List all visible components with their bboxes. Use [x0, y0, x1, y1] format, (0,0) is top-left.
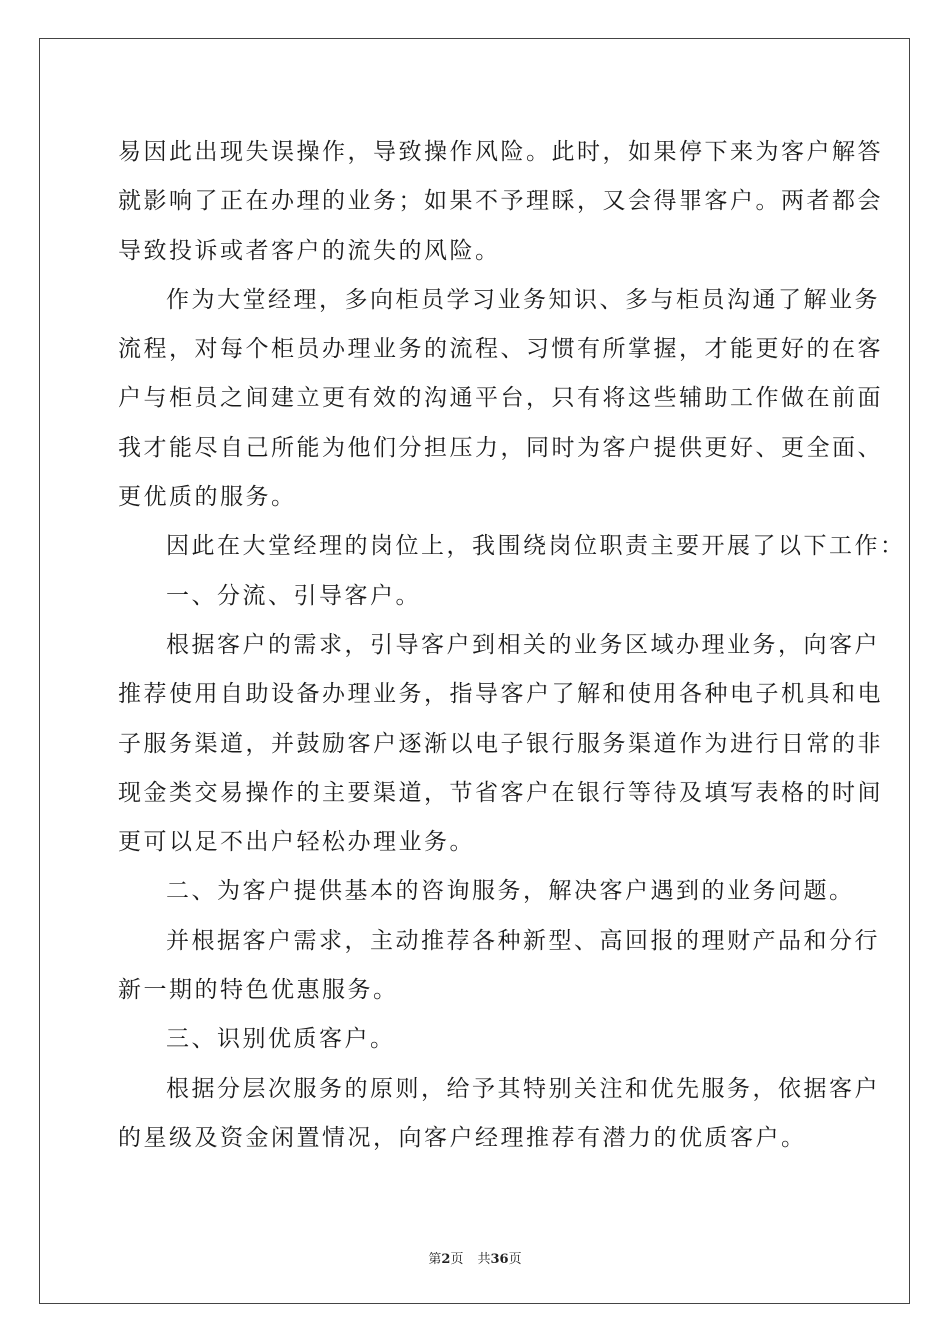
- text-line: 推荐使用自助设备办理业务，指导客户了解和使用各种电子机具和电: [118, 681, 883, 708]
- text-line: 更优质的服务。: [118, 484, 297, 511]
- text-line: 更可以足不出户轻松办理业务。: [118, 829, 475, 856]
- total-suffix: 页: [508, 1252, 522, 1267]
- page-footer: [0, 1248, 950, 1267]
- paragraph-first-line: 根据客户的需求，引导客户到相关的业务区域办理业务，向客户: [166, 631, 880, 658]
- paragraph-first-line: 根据分层次服务的原则，给予其特别关注和优先服务，依据客户: [166, 1075, 880, 1102]
- text-line: 导致投诉或者客户的流失的风险。: [118, 237, 501, 264]
- text-line: 户与柜员之间建立更有效的沟通平台，只有将这些辅助工作做在前面: [118, 385, 883, 412]
- page-suffix: 页: [450, 1252, 464, 1267]
- total-prefix: 共: [477, 1252, 491, 1267]
- text-line: 我才能尽自己所能为他们分担压力，同时为客户提供更好、更全面、: [118, 434, 883, 461]
- section-heading: 二、为客户提供基本的咨询服务，解决客户遇到的业务问题。: [166, 878, 855, 905]
- paragraph-first-line: 并根据客户需求，主动推荐各种新型、高回报的理财产品和分行: [166, 927, 880, 954]
- paragraph-first-line: 作为大堂经理，多向柜员学习业务知识、多与柜员沟通了解业务: [166, 286, 880, 313]
- text-line: 流程，对每个柜员办理业务的流程、习惯有所掌握，才能更好的在客: [118, 336, 883, 363]
- total-pages: 36: [490, 1252, 509, 1267]
- paragraph-first-line: 因此在大堂经理的岗位上，我围绕岗位职责主要开展了以下工作：: [166, 533, 906, 560]
- page-number: 2: [441, 1252, 451, 1267]
- section-heading: 三、识别优质客户。: [166, 1026, 396, 1053]
- text-line: 新一期的特色优惠服务。: [118, 977, 399, 1004]
- text-line: 易因此出现失误操作，导致操作风险。此时，如果停下来为客户解答: [118, 139, 883, 165]
- page-prefix: 第: [428, 1252, 442, 1267]
- text-line: 就影响了正在办理的业务；如果不予理睬，又会得罪客户。两者都会: [118, 188, 883, 215]
- text-line: 的星级及资金闲置情况，向客户经理推荐有潜力的优质客户。: [118, 1124, 807, 1151]
- section-heading: 一、分流、引导客户。: [166, 582, 421, 609]
- document-body: [118, 128, 906, 1163]
- text-line: 子服务渠道，并鼓励客户逐渐以电子银行服务渠道作为进行日常的非: [118, 730, 883, 757]
- text-line: 现金类交易操作的主要渠道，节省客户在银行等待及填写表格的时间: [118, 779, 883, 806]
